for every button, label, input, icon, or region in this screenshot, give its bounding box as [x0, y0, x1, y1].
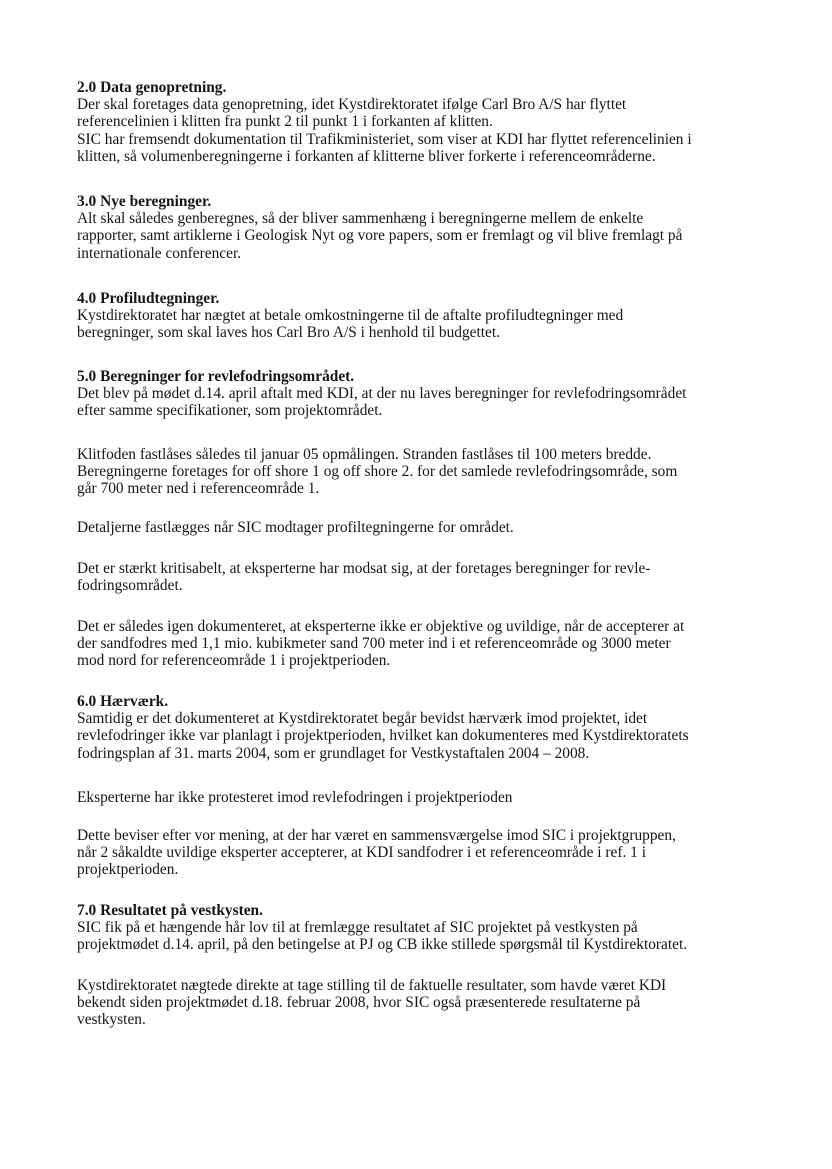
paragraph — [77, 827, 767, 879]
text-line: Kystdirektoratet nægtede direkte at tage stilling til de faktuelle resultater, som havde været KDI — [77, 977, 667, 994]
text-line: klitten, så volumenberegningerne i forkanten af klitterne bliver forkerte i referenceområderne. — [77, 147, 656, 165]
section-heading: 3.0 Nye beregninger. — [77, 193, 212, 210]
text-line: rapporter, samt artiklerne i Geologisk Nyt og vore papers, som er fremlagt og vil blive fremlagt på — [77, 227, 683, 245]
section-revlefodringsomraadet — [77, 368, 767, 420]
text-line: Klitfoden fastlåses således til januar 05 opmålingen. Stranden fastlåses til 100 meters bredde. — [77, 446, 652, 463]
section-profiludtegninger — [77, 290, 767, 342]
paragraph — [77, 618, 767, 670]
text-line: Detaljerne fastlægges når SIC modtager profiltegningerne for området. — [77, 519, 514, 536]
text-line: Der skal foretages data genopretning, idet Kystdirektoratet ifølge Carl Bro A/S har flyttet — [77, 96, 627, 114]
text-line: Alt skal således genberegnes, så der bliver sammenhæng i beregningerne mellem de enkelte — [77, 210, 644, 228]
text-line: internationale conferencer. — [77, 244, 242, 262]
text-line: går 700 meter ned i referenceområde 1. — [77, 480, 320, 498]
text-line: projektperioden. — [77, 861, 179, 879]
paragraph — [77, 519, 767, 536]
text-line: Beregningerne foretages for off shore 1 og off shore 2. for det samlede revlefodringsområde, som — [77, 463, 678, 481]
section-data-genopretning — [77, 79, 767, 165]
text-line: Samtidig er det dokumenteret at Kystdirektoratet begår bevidst hærværk imod projektet, idet — [77, 710, 648, 728]
text-line: Kystdirektoratet har nægtet at betale omkostningerne til de aftalte profiludtegninger med — [77, 307, 624, 325]
section-heading: 4.0 Profiludtegninger. — [77, 290, 220, 307]
paragraph — [77, 560, 767, 594]
section-heading: 2.0 Data genopretning. — [77, 79, 227, 96]
text-line: efter samme specifikationer, som projektområdet. — [77, 402, 383, 420]
text-line: når 2 såkaldte uvildige eksperter accepterer, at KDI sandfodrer i et referenceområde i ref. 1 i — [77, 844, 646, 862]
section-nye-beregninger — [77, 193, 767, 262]
text-line: der sandfodres med 1,1 mio. kubikmeter sand 700 meter ind i et referenceområde og 3000 meter — [77, 635, 671, 653]
paragraph — [77, 977, 767, 1029]
text-line: Dette beviser efter vor mening, at der har været en sammensværgelse imod SIC i projektgruppen, — [77, 827, 676, 844]
section-haervaerk — [77, 693, 767, 762]
text-line: beregninger, som skal laves hos Carl Bro A/S i henhold til budgettet. — [77, 324, 500, 342]
text-line: Det blev på mødet d.14. april aftalt med KDI, at der nu laves beregninger for revlefodringsområdet — [77, 385, 687, 403]
section-heading: 6.0 Hærværk. — [77, 693, 169, 710]
text-line: referencelinien i klitten fra punkt 2 til punkt 1 i forkanten af klitten. — [77, 113, 493, 131]
paragraph — [77, 789, 767, 806]
section-heading: 5.0 Beregninger for revlefodringsområdet. — [77, 368, 355, 385]
text-line: Det er stærkt kritisabelt, at eksperterne har modsat sig, at der foretages beregninger for revle- — [77, 560, 651, 577]
text-line: revlefodringer ikke var planlagt i projektperioden, hvilket kan dokumenteres med Kystdirektoratets — [77, 727, 689, 745]
text-line: projektmødet d.14. april, på den betingelse at PJ og CB ikke stillede spørgsmål til Kystdirektoratet. — [77, 936, 688, 954]
section-resultatet-paa-vestkysten — [77, 902, 767, 954]
text-line: SIC fik på et hængende hår lov til at fremlægge resultatet af SIC projektet på vestkysten på — [77, 919, 638, 937]
text-line: bekendt siden projektmødet d.18. februar 2008, hvor SIC også præsenterede resultaterne på — [77, 994, 641, 1012]
text-line: Det er således igen dokumenteret, at eksperterne ikke er objektive og uvildige, når de accepterer at — [77, 618, 685, 635]
text-line: Eksperterne har ikke protesteret imod revlefodringen i projektperioden — [77, 789, 513, 806]
text-line: vestkysten. — [77, 1011, 146, 1029]
text-line: fodringsplan af 31. marts 2004, som er grundlaget for Vestkystaftalen 2004 – 2008. — [77, 744, 590, 762]
section-heading: 7.0 Resultatet på vestkysten. — [77, 902, 263, 919]
paragraph — [77, 446, 767, 498]
text-line: fodringsområdet. — [77, 577, 183, 595]
text-line: SIC har fremsendt dokumentation til Trafikministeriet, som viser at KDI har flyttet referencelinien i — [77, 130, 692, 148]
text-line: mod nord for referenceområde 1 i projektperioden. — [77, 652, 391, 670]
